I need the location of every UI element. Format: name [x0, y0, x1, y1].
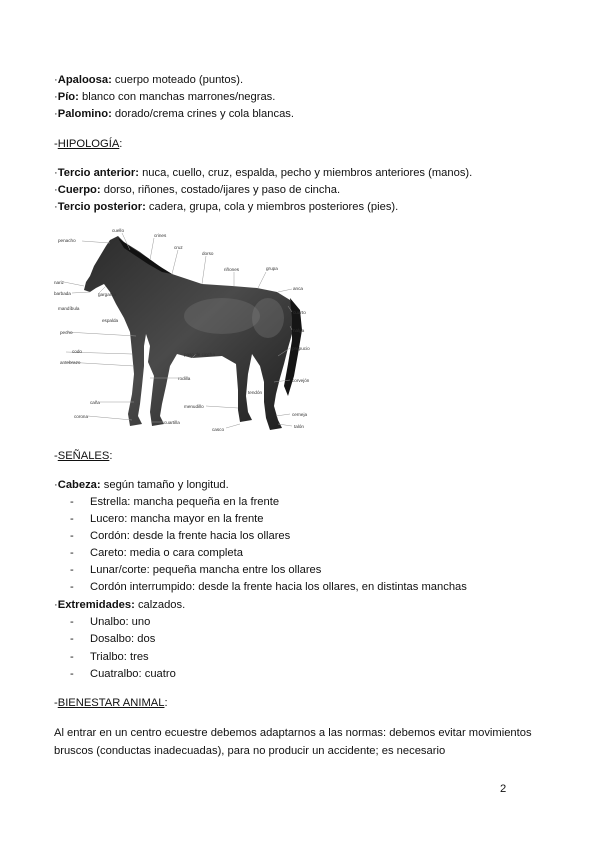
leader-line	[88, 416, 132, 420]
label-prepucio: prepucio	[292, 346, 310, 351]
leader-line	[226, 424, 240, 428]
list-item: - Lucero: mancha mayor en la frente	[70, 513, 264, 525]
label-corvejon: corvejón	[292, 378, 310, 383]
label-talon: talón	[294, 424, 304, 429]
section-heading-bienestar: -BIENESTAR ANIMAL:	[54, 697, 168, 709]
coat-appaloosa: ·Apaloosa: cuerpo moteado (puntos).	[54, 74, 244, 86]
list-item: - Cordón interrumpido: desde la frente hacia los ollares, en distintas manchas	[70, 581, 467, 593]
section-heading-hipologia: -HIPOLOGÍA:	[54, 138, 123, 150]
leader-line	[72, 292, 90, 293]
label-mandibula: mandíbula	[58, 306, 80, 311]
leader-line	[206, 406, 238, 408]
label-rinones: riñones	[224, 267, 240, 272]
hipologia-item: ·Tercio posterior: cadera, grupa, cola y miembros posteriores (pies).	[54, 201, 399, 213]
list-item: - Cordón: desde la frente hacia los ollares	[70, 530, 291, 542]
list-item: - Estrella: mancha pequeña en la frente	[70, 496, 280, 508]
label-pecho: pecho	[60, 330, 73, 335]
list-item: - Unalbo: uno	[70, 616, 151, 628]
label-casco: casco	[212, 427, 225, 432]
section-heading-senales: -SEÑALES:	[54, 450, 113, 462]
label-penacho: penacho	[58, 238, 76, 243]
label-espalda: espalda	[102, 318, 119, 323]
label-cana: caña	[90, 400, 100, 405]
leader-line	[172, 250, 178, 274]
list-item: - Lunar/corte: pequeña mancha entre los ollares	[70, 564, 322, 576]
label-rodilla: rodilla	[178, 376, 191, 381]
bienestar-paragraph: Al entrar en un centro ecuestre debemos adaptarnos a las normas: debemos evitar movimientos bruscos (conductas inadecuadas), para no producir un accidente; es necesario	[54, 727, 532, 757]
label-garganta: garganta	[98, 292, 117, 297]
leader-line	[82, 241, 110, 243]
label-corona: corona	[74, 414, 89, 419]
label-crines: crines	[154, 233, 167, 238]
leader-line	[202, 256, 206, 284]
label-dorso: dorso	[202, 251, 214, 256]
label-cuello: cuello	[112, 228, 125, 233]
hipologia-item: ·Cuerpo: dorso, riñones, costado/ijares y paso de cincha.	[54, 184, 341, 196]
coat-palomino: ·Palomino: dorado/crema crines y cola blancas.	[54, 108, 295, 120]
leader-line	[66, 332, 136, 336]
label-antebrazo: antebrazo	[60, 360, 81, 365]
label-cuartilla: cuartilla	[164, 420, 180, 425]
senales-cabeza: ·Cabeza: según tamaño y longitud.	[54, 479, 229, 491]
label-barbada: barbada	[54, 291, 71, 296]
hipologia-item: ·Tercio anterior: nuca, cuello, cruz, espalda, pecho y miembros anteriores (manos).	[54, 167, 473, 179]
leader-line	[150, 238, 154, 260]
label-cruz: cruz	[174, 245, 183, 250]
leader-line	[258, 272, 266, 288]
list-item: - Cuatralbo: cuatro	[70, 668, 176, 680]
label-cerneja: cerneja	[292, 412, 308, 417]
leader-line	[64, 282, 84, 286]
label-grupa: grupa	[266, 266, 278, 271]
senales-extremidades: ·Extremidades: calzados.	[54, 599, 186, 611]
label-codo: codo	[72, 349, 82, 354]
leader-line	[276, 414, 290, 416]
label-anca: anca	[293, 286, 303, 291]
horse-anatomy-figure	[52, 226, 334, 438]
list-item: - Dosalbo: dos	[70, 633, 156, 645]
label-menudillo: menudillo	[184, 404, 204, 409]
label-tendon: tendón	[248, 390, 263, 395]
list-item: - Careto: media o cara completa	[70, 547, 243, 559]
label-nariz: nariz	[54, 280, 64, 285]
leader-line	[278, 289, 292, 292]
label-cuarto: cuarto	[293, 310, 306, 315]
label-paso-cincha: paso de cincha	[184, 352, 215, 357]
coat-highlight	[184, 298, 260, 334]
coat-pio: ·Pío: blanco con manchas marrones/negras.	[54, 91, 276, 103]
coat-highlight	[252, 298, 284, 338]
page-number: 2	[500, 783, 507, 795]
list-item: - Trialbo: tres	[70, 651, 149, 663]
label-nalga: nalga	[293, 328, 305, 333]
